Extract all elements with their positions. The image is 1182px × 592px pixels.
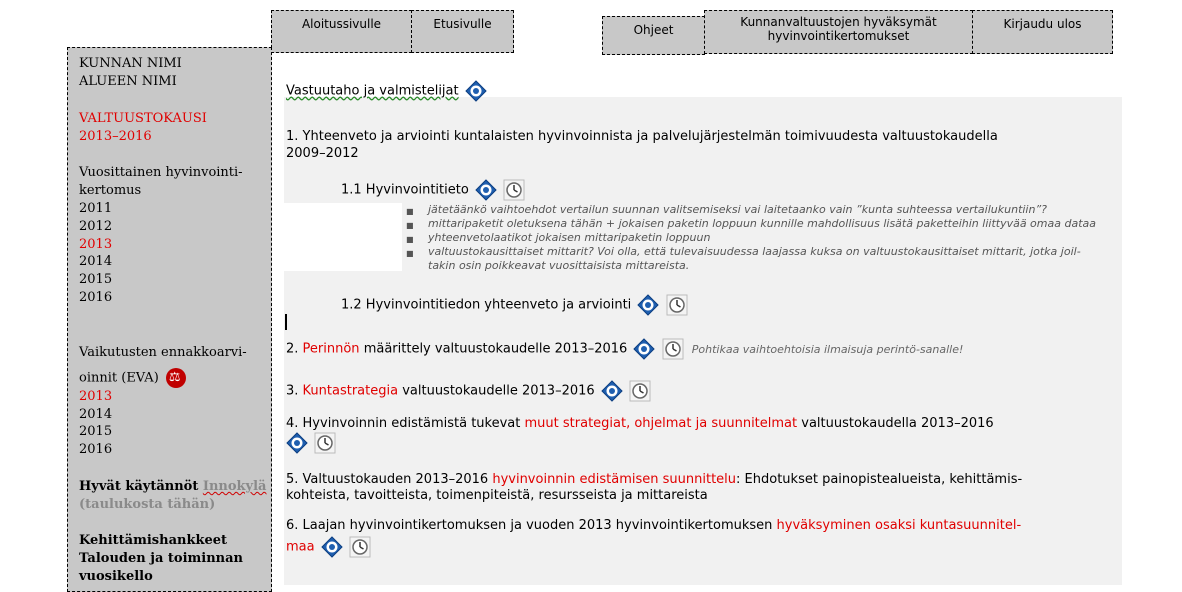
white-block <box>284 203 402 271</box>
info-icon[interactable] <box>637 294 659 316</box>
nav-aloitussivulle[interactable]: Aloitussivulle <box>271 10 412 53</box>
year-link-2012[interactable]: 2012 <box>79 219 113 234</box>
note-2: mittaripaketit oletuksena tähän + jokaisen paketin loppuun kunnille mahdollisuus lisätä paketteihin liittyvää omaa dataa <box>428 217 1097 230</box>
section-2 <box>286 338 963 360</box>
region-name: ALUEEN NIMI <box>79 74 177 89</box>
section-1-2-title: 1.2 Hyvinvointitiedon yhteenveto ja arviointi <box>341 297 632 313</box>
good-practices-label: Hyvät käytännöt <box>79 479 199 494</box>
sidebar <box>67 47 272 592</box>
bullet: ■ <box>406 221 414 230</box>
responsible-text: Vastuutaho ja valmistelijat <box>286 83 459 99</box>
eva-year-2015[interactable]: 2015 <box>79 424 113 439</box>
info-icon[interactable] <box>475 179 497 201</box>
innokyla-link[interactable]: Innokylä <box>202 479 267 494</box>
clock-icon[interactable] <box>349 536 371 558</box>
text-cursor <box>285 314 287 330</box>
section-4-prefix: 4. Hyvinvoinnin edistämistä tukevat <box>286 416 525 431</box>
section-2-prefix: 2. <box>286 341 303 357</box>
year-link-2011[interactable]: 2011 <box>79 201 113 216</box>
section-4 <box>286 415 994 432</box>
section-5-link[interactable]: hyvinvoinnin edistämisen suunnittelu <box>492 472 737 487</box>
bullet: ■ <box>406 249 414 258</box>
section-1-title-2: 2009–2012 <box>286 146 359 161</box>
section-2-link[interactable]: Perinnön <box>302 341 360 357</box>
nav-hyvaksytyt-kertomukset[interactable]: Kunnanvaltuustojen hyväksymät hyvinvointikertomukset <box>704 10 973 54</box>
clock-icon[interactable] <box>666 294 688 316</box>
bullet: ■ <box>406 235 414 244</box>
clock-icon[interactable] <box>662 338 684 360</box>
section-3 <box>286 380 651 402</box>
section-4-icons <box>286 432 336 454</box>
clock-icon[interactable] <box>503 179 525 201</box>
responsible-heading <box>286 80 487 102</box>
nav-kirjaudu-ulos[interactable]: Kirjaudu ulos <box>972 10 1113 54</box>
section-5-line-2: kohteista, tavoitteista, toimenpiteistä, resursseista ja mittareista <box>286 488 708 503</box>
section-6-link[interactable]: hyväksyminen osaksi kuntasuunnitel- <box>776 518 1022 533</box>
annual-report-title: Vuosittainen hyvinvointi- <box>79 165 243 180</box>
municipality-name: KUNNAN NIMI <box>79 56 182 71</box>
note-3: yhteenvetolaatikot jokaisen mittaripaketin loppuun <box>428 231 711 244</box>
eva-year-2016[interactable]: 2016 <box>79 442 113 457</box>
good-practices <box>79 478 269 496</box>
section-1-title: 1. Yhteenveto ja arviointi kuntalaisten hyvinvoinnista ja palvelujärjestelmän toimivuudesta valtuustokaudella <box>286 129 998 144</box>
eva-title-text: oinnit (EVA) <box>79 370 159 386</box>
section-2-suffix: määrittely valtuustokaudelle 2013–2016 <box>359 341 628 357</box>
section-5-suffix: : Ehdotukset painopistealueista, kehittämis- <box>736 472 1023 487</box>
development-projects-link[interactable]: Kehittämishankkeet <box>79 533 228 548</box>
nav-etusivulle[interactable]: Etusivulle <box>411 10 514 53</box>
council-term-years[interactable]: 2013–2016 <box>79 129 152 144</box>
info-icon[interactable] <box>633 338 655 360</box>
eva-title-2 <box>79 368 269 388</box>
section-5 <box>286 471 1022 488</box>
section-1-1 <box>341 179 525 201</box>
clock-icon[interactable] <box>629 380 651 402</box>
info-icon[interactable] <box>465 80 487 102</box>
note-1: jätetäänkö vaihtoehdot vertailun suunnan valitsemiseksi vai laitetaanko vain ”kunta suhteessa vertailukuntiin”? <box>428 203 1047 216</box>
annual-report-title-2: kertomus <box>79 183 142 198</box>
year-link-2013[interactable]: 2013 <box>79 237 113 252</box>
section-4-suffix: valtuustokaudella 2013–2016 <box>797 416 994 431</box>
year-link-2016[interactable]: 2016 <box>79 290 113 305</box>
economy-calendar-link-2[interactable]: vuosikello <box>79 569 153 584</box>
section-6-prefix: 6. Laajan hyvinvointikertomuksen ja vuoden 2013 hyvinvointikertomuksen <box>286 518 777 533</box>
note-4: valtuustokausittaiset mittarit? Voi olla, että tulevaisuudessa laajassa kuksa on valtuustokausittaiset mittarit, jotka joil- <box>428 245 1081 258</box>
section-3-suffix: valtuustokaudelle 2013–2016 <box>398 383 595 399</box>
council-term-label[interactable]: VALTUUSTOKAUSI <box>79 111 207 126</box>
section-3-link[interactable]: Kuntastrategia <box>302 383 399 399</box>
section-6-link-2[interactable]: maa <box>286 539 315 555</box>
note-4-cont: takin osin poikkeavat vuosittaisista mittareista. <box>428 259 690 272</box>
bullet: ■ <box>406 207 414 216</box>
eva-year-2014[interactable]: 2014 <box>79 407 113 422</box>
section-2-note: Pohtikaa vaihtoehtoisia ilmaisuja perintö-sanalle! <box>691 342 964 356</box>
eva-year-2013[interactable]: 2013 <box>79 389 113 404</box>
year-link-2014[interactable]: 2014 <box>79 254 113 269</box>
section-6 <box>286 517 1021 534</box>
info-icon[interactable] <box>321 536 343 558</box>
info-icon[interactable] <box>601 380 623 402</box>
year-link-2015[interactable]: 2015 <box>79 272 113 287</box>
from-table-note: (taulukosta tähän) <box>79 497 216 512</box>
section-6-line-2 <box>286 536 371 558</box>
clock-icon[interactable] <box>314 432 336 454</box>
section-4-link[interactable]: muut strategiat, ohjelmat ja suunnitelmat <box>524 416 798 431</box>
section-3-prefix: 3. <box>286 383 303 399</box>
economy-calendar-link[interactable]: Talouden ja toiminnan <box>79 551 243 566</box>
eva-title: Vaikutusten ennakkoarvi- <box>79 345 247 360</box>
eva-scale-icon[interactable] <box>166 368 186 388</box>
section-1-1-title: 1.1 Hyvinvointitieto <box>341 182 469 198</box>
section-1-2 <box>341 294 688 316</box>
nav-ohjeet[interactable]: Ohjeet <box>602 16 705 55</box>
section-5-prefix: 5. Valtuustokauden 2013–2016 <box>286 472 493 487</box>
info-icon[interactable] <box>286 432 308 454</box>
